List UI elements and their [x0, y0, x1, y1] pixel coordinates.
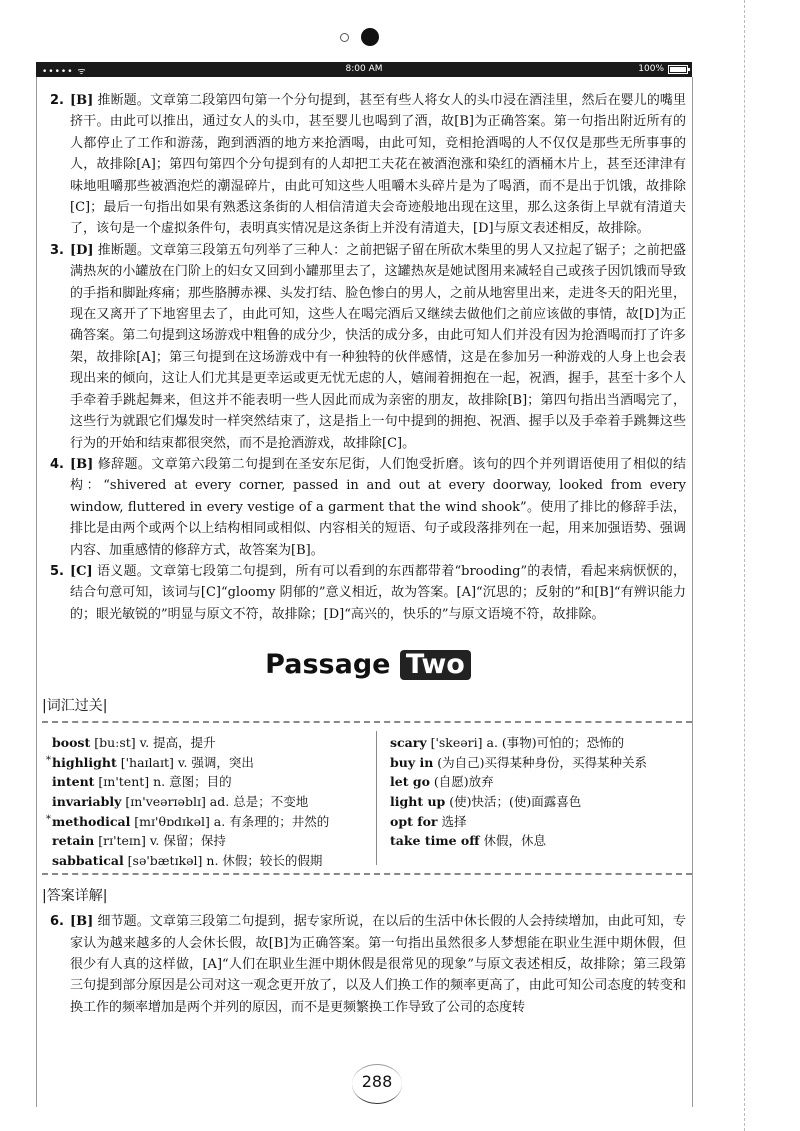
passage-title	[50, 645, 686, 685]
vocab-definition: 休假，休息	[479, 833, 546, 849]
battery-icon	[668, 65, 688, 74]
answer-explanation: 修辞题。文章第六段第二句提到在圣安东尼街，人们饱受折磨。该句的四个并列谓语使用了相似的结构：“shivered at every corner, passed in and out at every doorway, looked from every window, fluttered in every vestige of a garment that the wind shook”。使用了排比的修辞手法，排比是由两个或两个以上结构相同或相似、内容相关的短语、句子或段落排列在一起，用来加强语势、强调内容、加重感情的修辞方式，故答案为[B]。	[70, 456, 686, 558]
vocab-entry	[52, 831, 370, 851]
vocab-word: buy in	[390, 754, 434, 770]
vocab-entry	[46, 812, 370, 832]
vocab-word: let go	[390, 774, 430, 790]
vocab-definition: [ɪn'tent] n. 意图；目的	[94, 774, 232, 790]
answer-explanation: 推断题。文章第三段第五句列举了三种人：之前把锯子留在所砍木柴里的男人又拉起了锯子；之前把盛满热灰的小罐放在门阶上的妇女又回到小罐那里去了，这罐热灰是她试图用来减轻自己或孩子因饥饿而导致的手指和脚趾疼痛；那些胳膊赤裸、头发打结、脸色惨白的男人，之前从地窖里出来，走进冬天的阳光里，现在又离开了下地窖里去了，由此可知，这些人在喝完酒后又继续去做他们之前应该做的事情，故[D]为正确答案。第二句提到这场游戏中粗鲁的成分少，快活的成分多，由此可知人们并没有因为抢酒喝而打了许多架，故排除[A]；第三句提到在这场游戏中有一种独特的伙伴感情，这是在参加另一种游戏的人身上也会表现出来的倾向，这让人们尤其是更幸运或更无忧无虑的人，嬉闹着拥抱在一起，祝酒，握手，甚至十多个人手牵着手跳起舞来，但这并不能表明一些人因此而成为亲密的朋友，故排除[B]；第四句指出当酒喝完了，这些行为就跟它们爆发时一样突然结束了，这是指上一句中提到的拥抱、祝酒、握手以及手牵着手跳舞这些行为的开始和结束都很突然，而不是抢酒游戏，故排除[C]。	[70, 242, 686, 451]
answer-key: [D]	[70, 242, 94, 258]
frame-right-border	[692, 77, 693, 1107]
page-edge-dashed-line	[744, 0, 745, 1131]
vocab-word: opt for	[390, 813, 438, 829]
status-time: 8:00 AM	[345, 64, 383, 74]
vocab-word: invariably	[52, 793, 122, 809]
page-content	[42, 90, 686, 1018]
vocab-left-column	[46, 733, 370, 870]
answer-explanation: 语义题。文章第七段第二句提到，所有可以看到的东西都带着“brooding”的表情，看起来病恹恹的，结合句意可知，该词与[C]“gloomy 阴郁的”意义相近，故为答案。[A]“沉思的；反射的”和[B]“有辨识能力的；眼光敏锐的”明显与原文不符，故排除；[D]“高兴的，快乐的”与原文语境不符，故排除。	[70, 563, 686, 622]
key-word-star-icon: *	[46, 754, 51, 766]
vocab-definition: ['haɪlaɪt] v. 强调，突出	[116, 754, 254, 770]
answer-item	[50, 454, 686, 561]
vocab-definition: (为自己)买得某种身份，买得某种关系	[433, 754, 648, 770]
vocab-entry	[390, 831, 690, 851]
vocab-word: take time off	[390, 833, 480, 849]
camera-icon	[361, 28, 379, 46]
vocab-section-heading: |词汇过关|	[42, 698, 108, 715]
vocab-definition: [ɪn'veərɪəblɪ] ad. 总是；不变地	[121, 793, 309, 809]
answer-list-passage-two	[50, 911, 686, 1018]
vocab-definition: 选择	[437, 813, 467, 829]
answer-item	[50, 561, 686, 625]
vocab-word: retain	[52, 833, 95, 849]
answer-number: 4.	[50, 456, 64, 472]
vocab-definition: (使)快活；(使)面露喜色	[445, 793, 582, 809]
vocab-entry	[390, 753, 690, 773]
vocab-word: scary	[390, 735, 427, 751]
vocab-word: light up	[390, 793, 446, 809]
vocab-definition: [rɪ'teɪn] v. 保留；保持	[94, 833, 226, 849]
front-sensor	[340, 33, 349, 42]
answer-key: [B]	[70, 456, 94, 472]
status-bar	[36, 62, 692, 77]
vocab-definition: (自愿)放弃	[429, 774, 494, 790]
vocab-entry	[52, 733, 370, 753]
passage-label: Passage	[265, 649, 391, 681]
vocab-word: intent	[52, 774, 95, 790]
vocab-entry	[52, 851, 370, 871]
answer-item	[50, 240, 686, 454]
vocab-definition: [sə'bætɪkəl] n. 休假；较长的假期	[123, 852, 323, 868]
passage-number-badge: Two	[400, 650, 471, 680]
vocab-entry	[52, 792, 370, 812]
answer-key: [B]	[70, 93, 94, 108]
vocab-entry	[46, 753, 370, 773]
answer-key: [C]	[70, 563, 93, 579]
answer-explanation: 推断题。文章第二段第四句第一个分句提到，甚至有些人将女人的头巾浸在酒洼里，然后在婴儿的嘴里挤干。由此可以推出，通过女人的头巾，甚至婴儿也喝到了酒，故[B]为正确答案。第一句指出附近所有的人都停止了工作和游荡，跑到洒酒的地方来抢酒喝，由此可知，竞相抢酒喝的人不仅仅是那些无所事事的人，故排除[A]；第四句第四个分句提到有的人却把工夫花在被酒泡涨和染红的酒桶木片上，甚至还津津有味地咀嚼那些被酒泡烂的潮湿碎片，由此可知这些人咀嚼木头碎片是为了喝酒，而不是出于饥饿，故排除[C]；最后一句指出如果有熟悉这条街的人相信清道夫会奇迹般地出现在这里，那么这条街上早就有清道夫了，该句是一个虚拟条件句，表明真实情况是这条街上并没有清道夫，[D]与原文表述相反，故排除。	[70, 93, 686, 237]
answer-number: 6.	[50, 914, 64, 930]
vocab-divider	[376, 731, 377, 865]
battery-percent: 100%	[638, 64, 664, 74]
vocab-entry	[52, 772, 370, 792]
page-number: 288	[361, 1072, 393, 1091]
vocab-definition: [mɪ'θɒdɪkəl] a. 有条理的；井然的	[130, 813, 330, 829]
signal-icon: ••••• ᯤ	[42, 67, 87, 77]
vocab-entry	[390, 812, 690, 832]
vocab-entry	[390, 792, 690, 812]
answer-key: [B]	[70, 914, 94, 930]
answer-number: 5.	[50, 563, 64, 579]
vocab-word: methodical	[52, 813, 131, 829]
vocab-right-column	[390, 733, 690, 851]
answer-number: 2.	[50, 93, 64, 108]
vocab-word: sabbatical	[52, 852, 124, 868]
answers-section-heading: |答案详解|	[42, 888, 108, 905]
vocab-box	[42, 721, 692, 875]
vocab-entry	[390, 733, 690, 753]
answer-list-passage-one	[50, 90, 686, 625]
answer-item	[50, 90, 686, 240]
vocab-definition: [buːst] v. 提高，提升	[90, 735, 216, 751]
vocab-entry	[390, 772, 690, 792]
battery-indicator	[638, 64, 688, 74]
vocab-definition: ['skeəri] a. (事物)可怕的；恐怖的	[426, 735, 625, 751]
frame-left-border	[36, 77, 37, 1107]
key-word-star-icon: *	[46, 813, 51, 825]
answer-item	[50, 911, 686, 1018]
answer-number: 3.	[50, 242, 64, 258]
vocab-word: highlight	[52, 754, 117, 770]
vocab-word: boost	[52, 735, 91, 751]
answer-explanation: 细节题。文章第三段第二句提到，据专家所说，在以后的生活中休长假的人会持续增加，由此可知，专家认为越来越多的人会休长假，故[B]为正确答案。第一句指出虽然很多人梦想能在职业生涯中期休假，但很少有人真的这样做，[A]“人们在职业生涯中期休假是很常见的现象”与原文表述相反，故排除；第三段第三句提到部分原因是公司对这一观念更开放了，以及人们换工作的频率更高了，由此可知公司态度的转变和换工作的频率增加是两个并列的原因，而不是更频繁换工作导致了公司的态度转	[70, 914, 686, 1015]
